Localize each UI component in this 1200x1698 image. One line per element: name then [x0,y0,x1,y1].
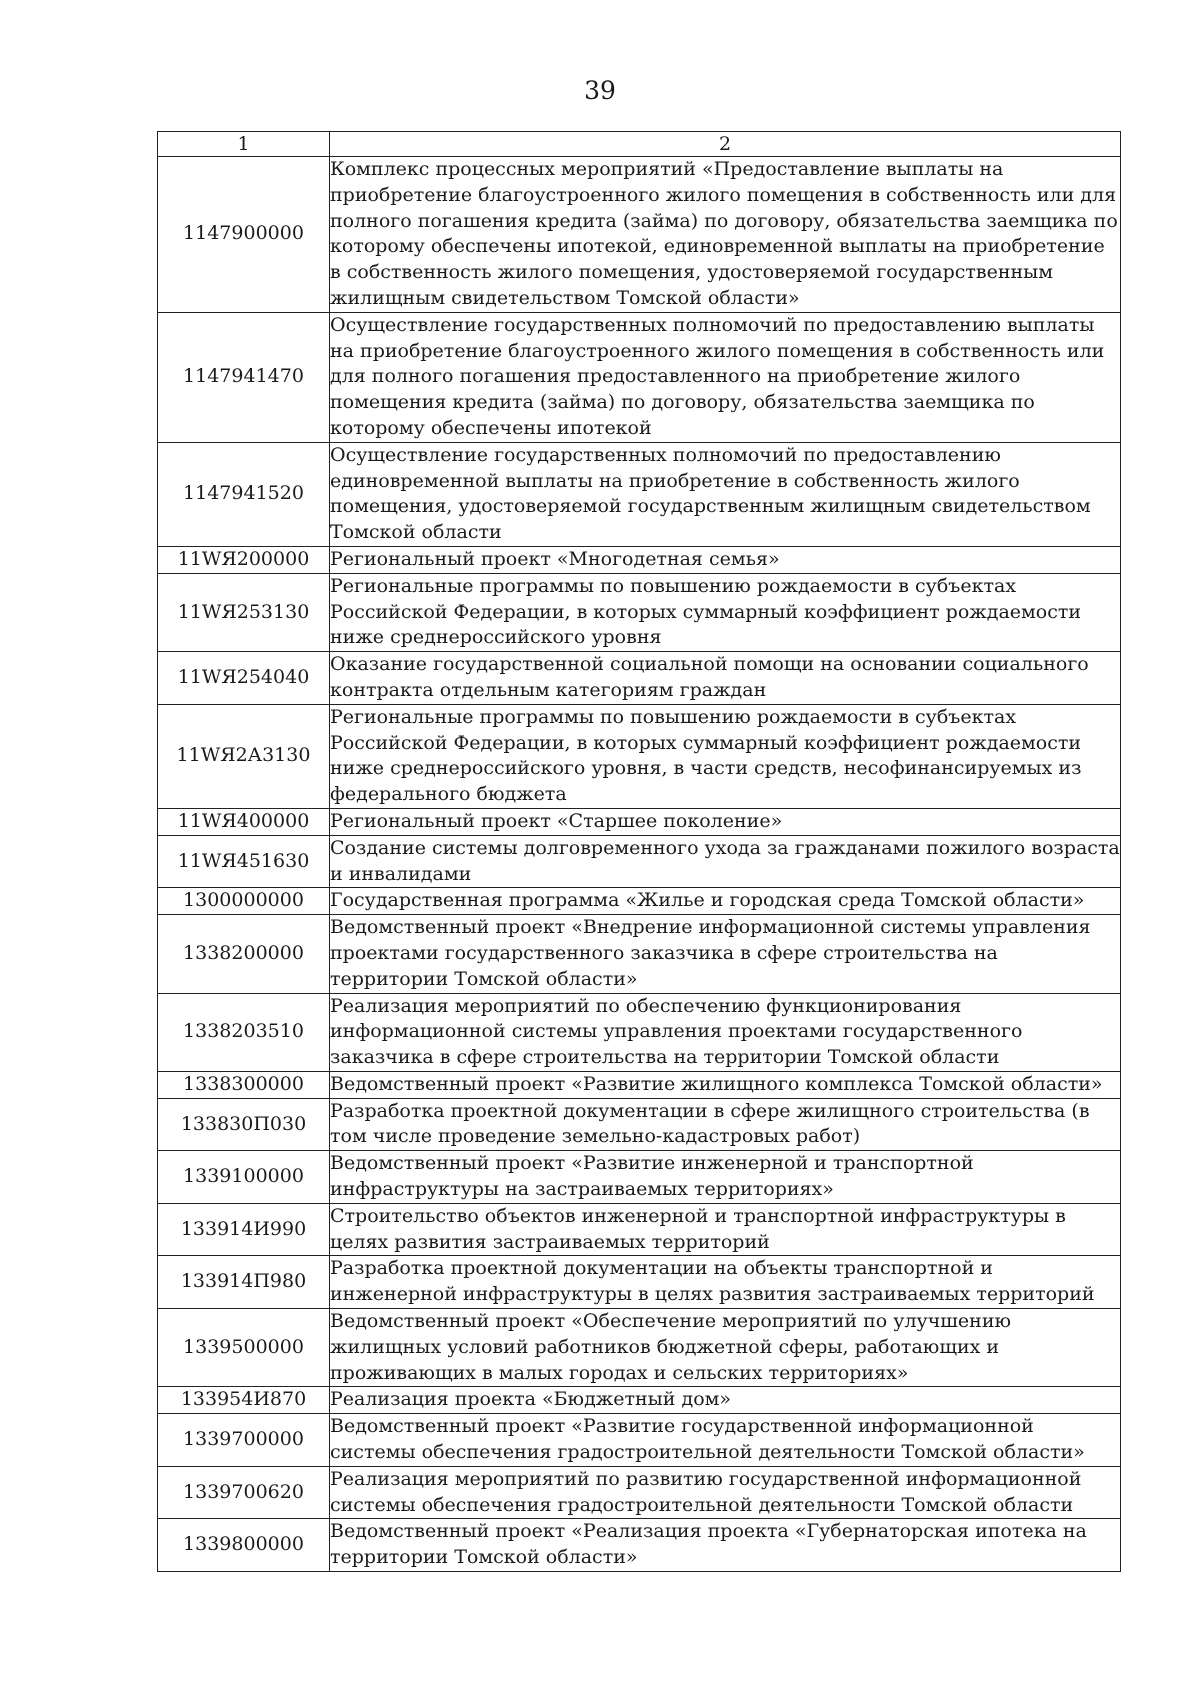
budget-classification-table [157,131,1121,1572]
row-name-cell: Ведомственный проект «Развитие жилищного комплекса Томской области» [330,1071,1121,1098]
table-row [158,808,1121,835]
row-name-cell: Реализация мероприятий по обеспечению функционирования информационной системы управления проектами государственного заказчика в сфере строительства на территории Томской области [330,993,1121,1071]
row-name-cell: Ведомственный проект «Развитие государственной информационной системы обеспечения градостроительной деятельности Томской области» [330,1414,1121,1467]
row-code-cell: 11WЯ2А3130 [158,704,330,808]
row-name-cell: Региональные программы по повышению рождаемости в субъектах Российской Федерации, в которых суммарный коэффициент рождаемости ниже среднероссийского уровня [330,573,1121,651]
table-row [158,573,1121,651]
table-row [158,312,1121,442]
row-code-cell: 1147900000 [158,157,330,313]
page-number: 39 [584,76,616,105]
row-code-cell: 1338200000 [158,915,330,993]
row-code-cell: 1338300000 [158,1071,330,1098]
table-row [158,1387,1121,1414]
row-name-cell: Государственная программа «Жилье и городская среда Томской области» [330,888,1121,915]
row-code-cell: 133914И990 [158,1203,330,1256]
row-name-cell: Оказание государственной социальной помощи на основании социального контракта отдельным категориям граждан [330,652,1121,705]
row-code-cell: 1339700000 [158,1414,330,1467]
row-name-cell: Комплекс процессных мероприятий «Предоставление выплаты на приобретение благоустроенного жилого помещения в собственность или для полного погашения кредита (займа) по договору, обязательства заемщика по которому обеспечены ипотекой, единовременной выплаты на приобретение в собственность жилого помещения, удостоверяемой государственным жилищным свидетельством Томской области» [330,157,1121,313]
table-row [158,1203,1121,1256]
table-row [158,1256,1121,1309]
row-code-cell: 1147941470 [158,312,330,442]
row-name-cell: Реализация мероприятий по развитию государственной информационной системы обеспечения градостроительной деятельности Томской области [330,1466,1121,1519]
table-row [158,652,1121,705]
table-row [158,1151,1121,1204]
table-row [158,546,1121,573]
table-row [158,1519,1121,1572]
table-row [158,704,1121,808]
row-name-cell: Создание системы долговременного ухода за гражданами пожилого возраста и инвалидами [330,835,1121,888]
row-code-cell: 11WЯ253130 [158,573,330,651]
row-name-cell: Ведомственный проект «Реализация проекта «Губернаторская ипотека на территории Томской области» [330,1519,1121,1572]
row-code-cell: 133914П980 [158,1256,330,1309]
table-row [158,1466,1121,1519]
row-name-cell: Региональный проект «Старшее поколение» [330,808,1121,835]
row-code-cell: 1339700620 [158,1466,330,1519]
row-code-cell: 1147941520 [158,442,330,546]
column-header-2: 2 [330,132,1121,157]
row-name-cell: Строительство объектов инженерной и транспортной инфраструктуры в целях развития застраиваемых территорий [330,1203,1121,1256]
row-code-cell: 1300000000 [158,888,330,915]
row-name-cell: Разработка проектной документации на объекты транспортной и инженерной инфраструктуры в целях развития застраиваемых территорий [330,1256,1121,1309]
table-row [158,1414,1121,1467]
table-row [158,157,1121,313]
table-row [158,1098,1121,1151]
row-code-cell: 1339100000 [158,1151,330,1204]
row-code-cell: 1339800000 [158,1519,330,1572]
table-row [158,888,1121,915]
row-name-cell: Осуществление государственных полномочий по предоставлению выплаты на приобретение благоустроенного жилого помещения в собственность или для полного погашения предоставленного на приобретение жилого помещения кредита (займа) по договору, обязательства заемщика по которому обеспечены ипотекой [330,312,1121,442]
row-code-cell: 133954И870 [158,1387,330,1414]
row-name-cell: Региональный проект «Многодетная семья» [330,546,1121,573]
table-row [158,915,1121,993]
row-code-cell: 1339500000 [158,1309,330,1387]
column-header-1: 1 [158,132,330,157]
row-name-cell: Региональные программы по повышению рождаемости в субъектах Российской Федерации, в которых суммарный коэффициент рождаемости ниже среднероссийского уровня, в части средств, несофинансируемых из федерального бюджета [330,704,1121,808]
table-row [158,1309,1121,1387]
row-code-cell: 11WЯ400000 [158,808,330,835]
row-code-cell: 11WЯ451630 [158,835,330,888]
row-name-cell: Ведомственный проект «Внедрение информационной системы управления проектами государственного заказчика в сфере строительства на территории Томской области» [330,915,1121,993]
row-name-cell: Ведомственный проект «Развитие инженерной и транспортной инфраструктуры на застраиваемых территориях» [330,1151,1121,1204]
table-row [158,835,1121,888]
row-code-cell: 11WЯ254040 [158,652,330,705]
row-code-cell: 11WЯ200000 [158,546,330,573]
row-name-cell: Разработка проектной документации в сфере жилищного строительства (в том числе проведение земельно-кадастровых работ) [330,1098,1121,1151]
row-name-cell: Реализация проекта «Бюджетный дом» [330,1387,1121,1414]
row-code-cell: 1338203510 [158,993,330,1071]
table-row [158,442,1121,546]
table-row [158,993,1121,1071]
table-row [158,1071,1121,1098]
row-name-cell: Осуществление государственных полномочий по предоставлению единовременной выплаты на приобретение в собственность жилого помещения, удостоверяемой государственным жилищным свидетельством Томской области [330,442,1121,546]
table-header-row [158,132,1121,157]
row-code-cell: 133830П030 [158,1098,330,1151]
row-name-cell: Ведомственный проект «Обеспечение мероприятий по улучшению жилищных условий работников бюджетной сферы, работающих и проживающих в малых городах и сельских территориях» [330,1309,1121,1387]
